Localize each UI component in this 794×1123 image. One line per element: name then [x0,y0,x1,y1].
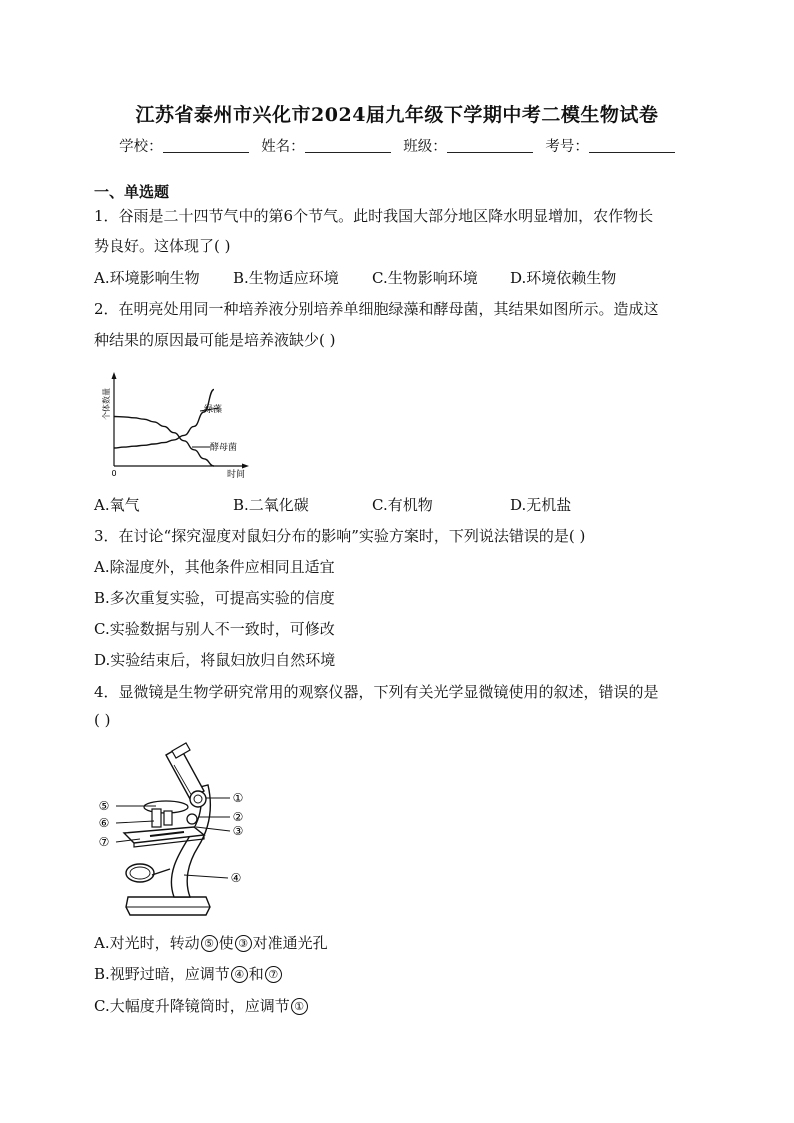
school-blank[interactable] [163,138,249,153]
series-line-algae [114,390,214,449]
q4-option-a [94,932,328,953]
eyepiece [172,743,190,758]
q4-option-b-text2: 和 [248,965,264,983]
q3-option-a: A.除湿度外，其他条件应相同且适宜 [94,558,335,576]
name-blank[interactable] [305,138,391,153]
q2-line2: 种结果的原因最可能是培养液缺少( ) [94,331,336,349]
exam-title: 江苏省泰州市兴化市2024届九年级下学期中考二模生物试卷 [135,104,659,126]
q4-option-b [94,963,283,984]
q4-line1: 4．显微镜是生物学研究常用的观察仪器，下列有关光学显微镜使用的叙述，错误的是 [94,683,659,701]
objective-lens-2 [164,811,172,825]
q4-option-c-text1: C.大幅度升降镜筒时，应调节 [94,997,290,1015]
q4-option-c [94,995,309,1016]
q2-option-a: A.氧气 [94,496,140,514]
q1-option-c: C.生物影响环境 [372,269,478,287]
label-7: ⑦ [98,835,110,849]
q4-option-c-num1: ① [291,998,308,1015]
objective-lens-1 [152,809,161,827]
growth-chart [96,368,266,486]
q2-option-d: D.无机盐 [510,496,572,514]
q1-option-a: A.环境影响生物 [94,269,200,287]
q1-option-b: B.生物适应环境 [233,269,339,287]
mirror-holder [152,869,170,875]
q2-option-b: B.二氧化碳 [233,496,309,514]
q1-line2: 势良好。这体现了( ) [94,237,231,255]
chart-series-group [114,390,214,467]
q4-option-b-text1: B.视野过暗，应调节 [94,965,230,983]
q4-option-a-text3: 对准通光孔 [252,934,328,952]
q3-option-c: C.实验数据与别人不一致时，可修改 [94,620,335,638]
q4-option-a-num2: ③ [235,935,252,952]
algae-series-label: 绿藻 [204,405,223,415]
class-label: 班级： [403,139,447,155]
y-axis-arrow [112,372,117,379]
q3-line1: 3．在讨论“探究湿度对鼠妇分布的影响”实验方案时，下列说法错误的是( ) [94,527,586,545]
school-label: 学校： [119,139,163,155]
q4-option-b-num1: ④ [231,966,248,983]
q4-option-a-text1: A.对光时，转动 [94,934,200,952]
microscope-base [126,897,210,915]
q1-option-d: D.环境依赖生物 [510,269,617,287]
q4-option-a-text2: 使 [218,934,234,952]
name-label: 姓名： [261,139,305,155]
label-4: ④ [230,871,242,885]
chart-axes [112,372,250,469]
q2-option-c: C.有机物 [372,496,433,514]
microscope-figure [94,735,254,920]
exam-no-blank[interactable] [589,138,675,153]
label-2: ② [232,810,244,824]
student-info-line [0,135,794,156]
x-axis-label: 时间 [226,470,246,480]
q4-option-a-num1: ⑤ [201,935,218,952]
class-blank[interactable] [447,138,533,153]
origin-label: 0 [111,469,117,478]
fine-focus-knob [187,814,197,824]
q2-line1: 2．在明亮处用同一种培养液分别培养单细胞绿藻和酵母菌，其结果如图所示。造成这 [94,300,659,318]
q3-option-d: D.实验结束后，将鼠妇放归自然环境 [94,651,336,669]
leader-4 [184,875,228,878]
exam-no-label: 考号： [545,139,589,155]
q4-option-b-num2: ⑦ [265,966,282,983]
x-axis-arrow [242,464,249,469]
q4-line2: ( ) [94,711,111,729]
q3-option-b: B.多次重复实验，可提高实验的信度 [94,589,335,607]
series-line-yeast [114,417,214,467]
label-3: ③ [232,824,244,838]
label-6: ⑥ [98,816,110,830]
section-title: 一、单选题 [94,183,170,201]
leader-6 [116,821,154,823]
y-axis-label: 个体数量 [102,388,111,420]
coarse-focus-knob [190,791,206,807]
q1-line1: 1．谷雨是二十四节气中的第6个节气。此时我国大部分地区降水明显增加，农作物长 [94,207,654,225]
label-5: ⑤ [98,799,110,813]
yeast-series-label: 酵母菌 [210,443,238,453]
label-1: ① [232,791,244,805]
